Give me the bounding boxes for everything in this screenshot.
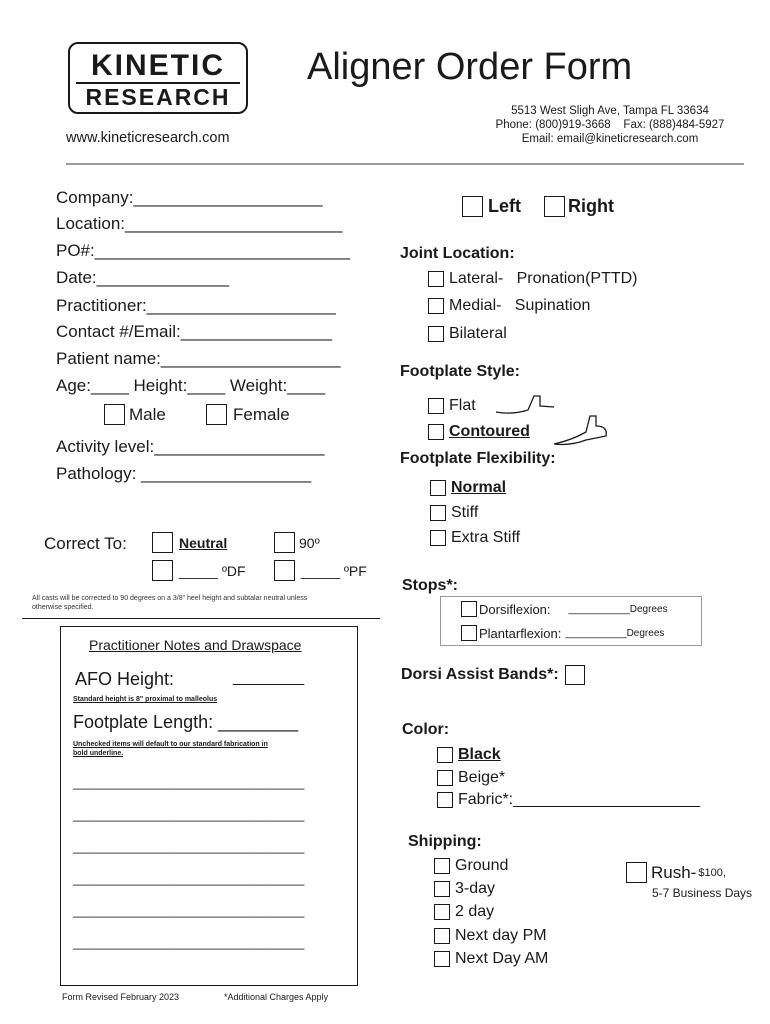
patient-name-field[interactable]: Patient name:___________________ <box>56 349 341 368</box>
black-checkbox[interactable] <box>437 747 453 763</box>
disclaimer-line1: All casts will be corrected to 90 degrees on a 3/8" heel height and subtalar neutral unless <box>32 595 308 602</box>
pathology-field[interactable]: Pathology: __________________ <box>56 464 312 483</box>
notes-title: Practitioner Notes and Drawspace <box>89 637 302 653</box>
joint-medial-option[interactable] <box>428 297 590 315</box>
joint-medial-checkbox[interactable] <box>428 298 444 314</box>
dorsiflexion-checkbox[interactable] <box>461 601 477 617</box>
dorsi-assist-checkbox[interactable] <box>565 665 585 685</box>
logo-line1: KINETIC <box>91 49 225 82</box>
stops-box <box>440 596 702 646</box>
black-option[interactable] <box>437 746 501 764</box>
female-option[interactable] <box>206 404 290 425</box>
joint-medial-label: Medial- Supination <box>449 297 591 314</box>
joint-location-heading: Joint Location: <box>400 245 515 262</box>
logo-line2: RESEARCH <box>85 84 231 110</box>
page-title: Aligner Order Form <box>307 46 633 88</box>
neutral-option[interactable] <box>152 532 227 553</box>
ground-option[interactable] <box>434 857 508 875</box>
extra-stiff-checkbox[interactable] <box>430 530 446 546</box>
contoured-footplate-icon <box>552 412 610 448</box>
next-day-pm-label: Next day PM <box>455 927 547 944</box>
flat-footplate-icon <box>494 392 558 418</box>
three-day-label: 3-day <box>455 880 496 897</box>
neutral-checkbox[interactable] <box>152 532 173 553</box>
website[interactable]: www.kineticresearch.com <box>66 130 230 146</box>
flat-label: Flat <box>449 397 476 414</box>
joint-lateral-checkbox[interactable] <box>428 271 444 287</box>
dorsiflexion-blank[interactable]: __________ <box>568 603 630 615</box>
two-day-checkbox[interactable] <box>434 904 450 920</box>
three-day-checkbox[interactable] <box>434 881 450 897</box>
joint-lateral-label: Lateral- Pronation(PTTD) <box>449 270 638 287</box>
df-option[interactable] <box>152 560 246 581</box>
footplate-length-field[interactable]: Footplate Length: ________ <box>73 712 299 732</box>
notes-line[interactable]: ________________________________ <box>73 935 305 950</box>
two-day-label: 2 day <box>455 903 495 920</box>
fabric-label: Fabric*:_____________________ <box>458 791 700 808</box>
black-label: Black <box>458 746 501 763</box>
df-label: _____ ºDF <box>179 562 246 579</box>
shipping-heading: Shipping: <box>408 833 482 850</box>
joint-lateral-option[interactable] <box>428 270 638 288</box>
ground-checkbox[interactable] <box>434 858 450 874</box>
ground-label: Ground <box>455 857 509 874</box>
disclaimer-line2: otherwise specified. <box>32 604 94 611</box>
beige-option[interactable] <box>437 769 505 787</box>
ninety-label: 90º <box>299 534 320 551</box>
rush-label: Rush- <box>651 862 697 882</box>
practitioner-field[interactable]: Practitioner:____________________ <box>56 296 336 315</box>
rush-checkbox[interactable] <box>626 862 647 883</box>
rush-option[interactable] <box>626 862 726 883</box>
color-heading: Color: <box>402 721 450 738</box>
notes-line[interactable]: ________________________________ <box>73 839 305 854</box>
next-day-am-checkbox[interactable] <box>434 951 450 967</box>
neutral-label: Neutral <box>179 534 228 551</box>
df-checkbox[interactable] <box>152 560 173 581</box>
address-line: 5513 West Sligh Ave, Tampa FL 33634 <box>511 105 709 117</box>
female-label: Female <box>233 404 290 424</box>
notes-line[interactable]: ________________________________ <box>73 871 305 886</box>
default-note-line2: bold underline. <box>73 750 124 757</box>
correct-to-label: Correct To: <box>44 534 127 553</box>
dorsi-assist-option[interactable] <box>401 665 585 685</box>
date-field[interactable]: Date:______________ <box>56 268 229 287</box>
rush-days: 5-7 Business Days <box>652 886 753 900</box>
footplate-style-heading: Footplate Style: <box>400 363 521 380</box>
right-side-checkbox[interactable] <box>544 196 565 217</box>
po-field[interactable]: PO#:___________________________ <box>56 241 351 260</box>
dorsiflexion-option[interactable] <box>461 601 668 617</box>
male-option[interactable] <box>104 404 166 425</box>
left-side-label: Left <box>488 196 521 216</box>
two-day-option[interactable] <box>434 903 494 921</box>
address <box>470 104 750 146</box>
next-day-am-option[interactable] <box>434 950 548 968</box>
beige-label: Beige* <box>458 769 506 786</box>
extra-stiff-label: Extra Stiff <box>451 529 521 546</box>
plantarflexion-label: Plantarflexion: <box>479 625 562 641</box>
notes-line[interactable]: ________________________________ <box>73 775 305 790</box>
contoured-checkbox[interactable] <box>428 424 444 440</box>
afo-height-blank[interactable]: ________ <box>233 669 305 686</box>
pf-label: _____ ºPF <box>301 562 367 579</box>
normal-label: Normal <box>451 479 507 496</box>
plantarflexion-degrees: Degrees <box>626 627 665 639</box>
footplate-flexibility-heading: Footplate Flexibility: <box>400 450 556 467</box>
notes-line[interactable]: ________________________________ <box>73 903 305 918</box>
plantarflexion-checkbox[interactable] <box>461 625 477 641</box>
dorsiflexion-degrees: Degrees <box>629 603 668 615</box>
male-checkbox[interactable] <box>104 404 125 425</box>
location-field[interactable]: Location:_______________________ <box>56 214 343 233</box>
stops-heading: Stops*: <box>402 577 458 594</box>
plantarflexion-option[interactable] <box>461 625 664 641</box>
contoured-option[interactable] <box>428 423 530 441</box>
header-divider <box>66 163 744 165</box>
fabric-checkbox[interactable] <box>437 792 453 808</box>
next-day-pm-checkbox[interactable] <box>434 928 450 944</box>
right-side-option[interactable] <box>544 196 614 217</box>
phone-fax: Phone: (800)919-3668 Fax: (888)484-5927 <box>495 119 725 131</box>
joint-bilateral-label: Bilateral <box>449 325 507 342</box>
male-label: Male <box>129 404 166 424</box>
next-day-am-label: Next Day AM <box>455 950 549 967</box>
email: Email: email@kineticresearch.com <box>521 133 699 145</box>
joint-bilateral-checkbox[interactable] <box>428 326 444 342</box>
beige-checkbox[interactable] <box>437 770 453 786</box>
correction-disclaimer <box>32 594 307 612</box>
left-side-checkbox[interactable] <box>462 196 483 217</box>
form-revised: Form Revised February 2023 <box>62 992 180 1002</box>
flat-checkbox[interactable] <box>428 398 444 414</box>
normal-option[interactable] <box>430 479 506 497</box>
contoured-label: Contoured <box>449 423 530 440</box>
practitioner-notes-box[interactable] <box>60 626 358 986</box>
activity-level-field[interactable]: Activity level:__________________ <box>56 437 325 456</box>
logo <box>68 42 248 114</box>
pf-checkbox[interactable] <box>274 560 295 581</box>
right-side-label: Right <box>568 196 614 216</box>
stiff-label: Stiff <box>451 504 479 521</box>
left-section-divider <box>22 618 380 619</box>
afo-height-note: Standard height is 8" proximal to malleolus <box>73 696 218 703</box>
default-note <box>73 740 268 758</box>
contact-field[interactable]: Contact #/Email:________________ <box>56 322 332 341</box>
left-side-option[interactable] <box>462 196 521 217</box>
stiff-checkbox[interactable] <box>430 505 446 521</box>
afo-height-label: AFO Height: <box>75 669 175 689</box>
default-note-line1: Unchecked items will default to our standard fabrication in <box>73 741 268 748</box>
stiff-option[interactable] <box>430 504 478 522</box>
flat-option[interactable] <box>428 397 476 415</box>
ninety-option[interactable] <box>274 532 320 553</box>
joint-bilateral-option[interactable] <box>428 325 507 343</box>
fabric-option[interactable] <box>437 791 700 809</box>
pf-option[interactable] <box>274 560 367 581</box>
additional-charges: *Additional Charges Apply <box>224 992 329 1002</box>
dorsi-assist-label: Dorsi Assist Bands*: <box>401 666 559 683</box>
company-field[interactable]: Company:____________________ <box>56 188 323 207</box>
notes-line[interactable]: ________________________________ <box>73 807 305 822</box>
plantarflexion-blank[interactable]: __________ <box>565 627 627 639</box>
next-day-pm-option[interactable] <box>434 927 547 945</box>
normal-checkbox[interactable] <box>430 480 446 496</box>
three-day-option[interactable] <box>434 880 495 898</box>
rush-price: $100, <box>698 866 726 879</box>
female-checkbox[interactable] <box>206 404 227 425</box>
ninety-checkbox[interactable] <box>274 532 295 553</box>
extra-stiff-option[interactable] <box>430 529 520 547</box>
age-height-weight-field[interactable]: Age:____ Height:____ Weight:____ <box>56 376 326 395</box>
dorsiflexion-label: Dorsiflexion: <box>479 601 551 617</box>
